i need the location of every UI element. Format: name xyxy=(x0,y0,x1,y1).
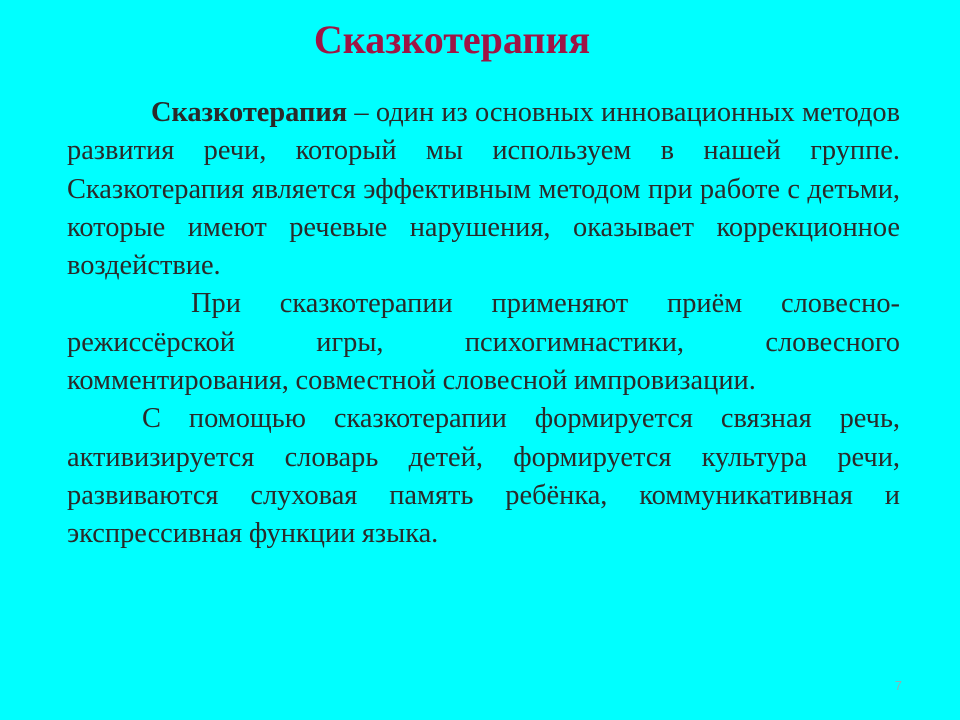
paragraph-techniques: При сказкотерапии применяют приём словесно-режиссёрской игры, психогимнастики, словесного комментирования, совместной словесной импровизации. xyxy=(67,288,900,397)
slide-number: 7 xyxy=(894,678,902,693)
paragraph-outcomes: С помощью сказкотерапии формируется связная речь, активизируется словарь детей, формируется культура речи, развиваются слуховая память ребёнка, коммуникативная и экспрессивная функции языка. xyxy=(67,403,900,550)
paragraph-text: – один из основных инновационных методов развития речи, который мы используем в нашей группе. Сказкотерапия является эффективным методом при работе с детьми, которые имеют речевые нарушения, оказывает коррекционное воздействие. xyxy=(67,97,900,282)
slide-body xyxy=(67,94,900,554)
lead-term: Сказкотерапия xyxy=(151,97,348,128)
paragraph-definition xyxy=(67,94,900,285)
slide-title: Сказкотерапия xyxy=(313,17,591,62)
